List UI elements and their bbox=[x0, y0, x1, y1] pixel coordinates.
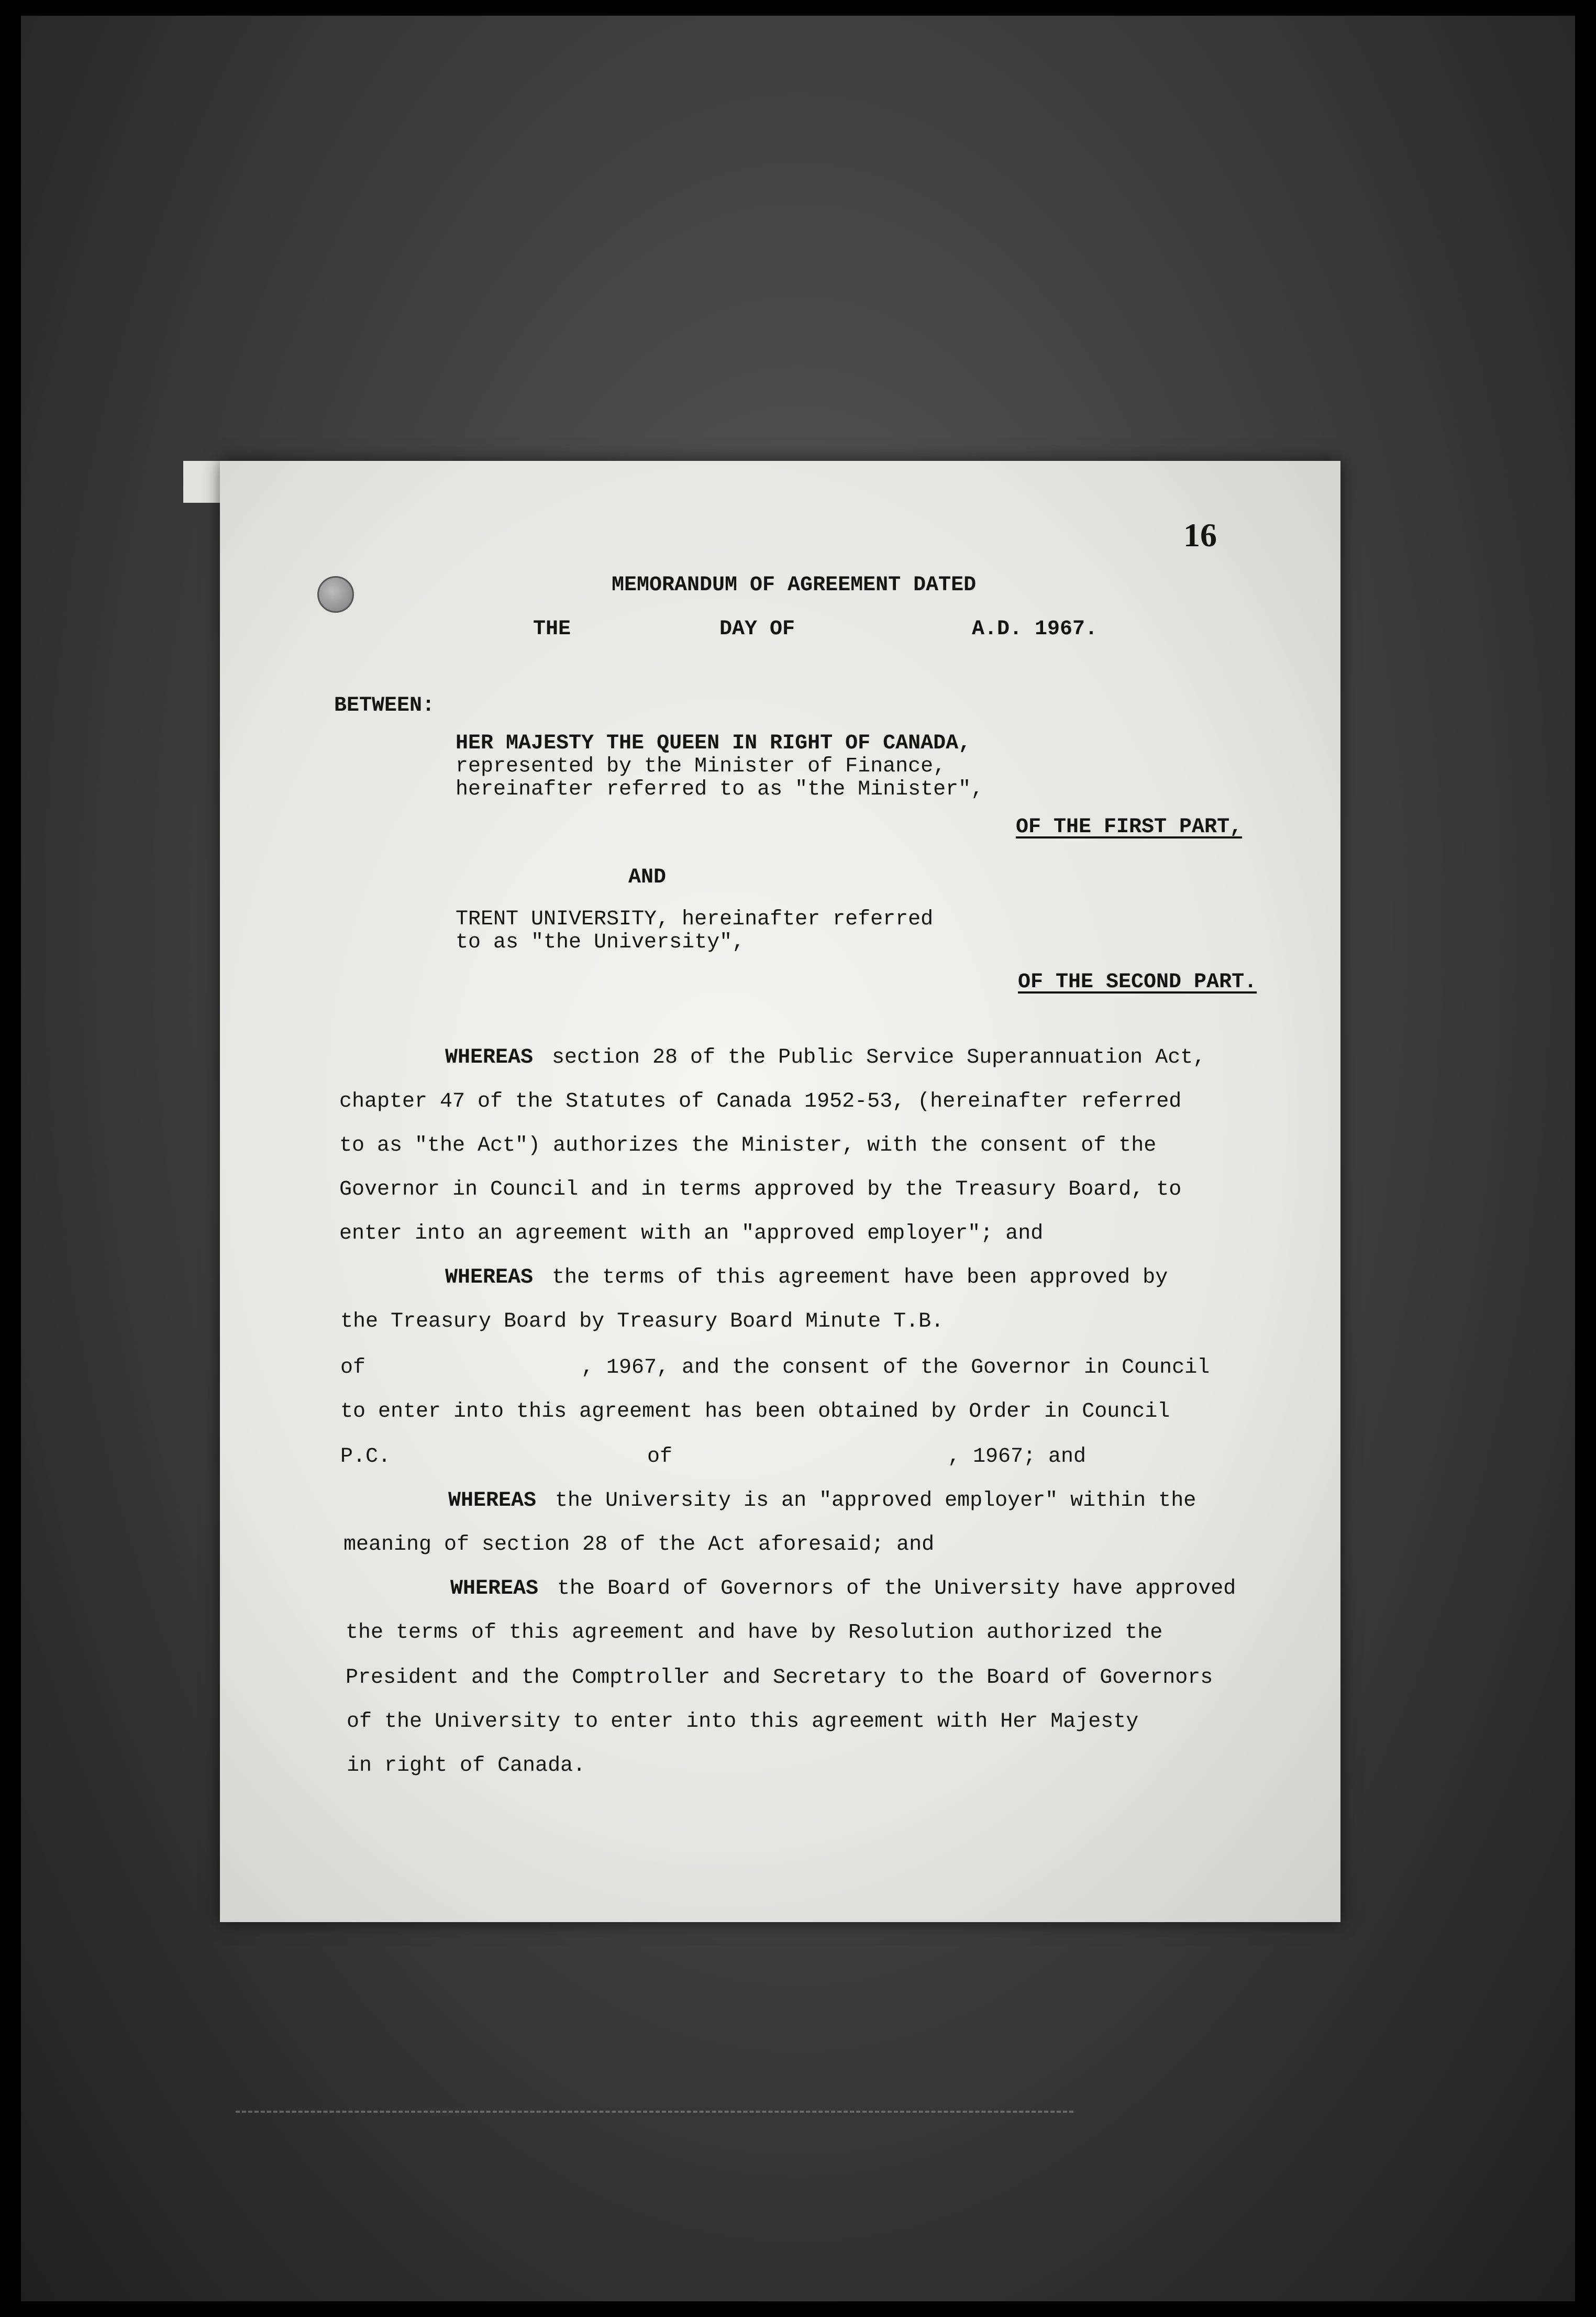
whereas-2: WHEREAS bbox=[445, 1266, 534, 1289]
p4-line1: the Board of Governors of the University have approved bbox=[557, 1577, 1236, 1601]
heading-the: THE bbox=[533, 617, 571, 641]
page-number: 16 bbox=[1183, 516, 1217, 554]
party-two-line1-text: TRENT UNIVERSITY, hereinafter referred bbox=[456, 908, 934, 931]
party-one-name: HER MAJESTY THE QUEEN IN RIGHT OF CANADA, bbox=[456, 732, 971, 755]
heading-title: MEMORANDUM OF AGREEMENT DATED bbox=[612, 573, 977, 597]
party-two-line2: to as "the University", bbox=[456, 931, 745, 954]
p2-line3a: of bbox=[340, 1356, 366, 1380]
p2-line3b: , 1967, and the consent of the Governor in Council bbox=[581, 1356, 1210, 1380]
p1-line4: Governor in Council and in terms approved by the Treasury Board, to bbox=[339, 1178, 1182, 1201]
p1-line1: section 28 of the Public Service Superannuation Act, bbox=[552, 1046, 1206, 1069]
p4-line5: in right of Canada. bbox=[347, 1754, 586, 1778]
p4-line2: the terms of this agreement and have by Resolution authorized the bbox=[346, 1621, 1163, 1645]
p1-line5: enter into an agreement with an "approved employer"; and bbox=[339, 1222, 1044, 1245]
p3-line2: meaning of section 28 of the Act aforesaid; and bbox=[343, 1533, 935, 1557]
p2-line1: the terms of this agreement have been approved by bbox=[552, 1266, 1168, 1289]
p4-line3: President and the Comptroller and Secretary to the Board of Governors bbox=[346, 1666, 1213, 1690]
film-border-bottom bbox=[0, 2301, 1596, 2317]
punch-hole bbox=[317, 576, 354, 613]
p2-line5c: , 1967; and bbox=[948, 1445, 1087, 1469]
p4-line4: of the University to enter into this agreement with Her Majesty bbox=[347, 1710, 1139, 1734]
p2-line5a: P.C. bbox=[340, 1445, 391, 1469]
party-two-line1 bbox=[456, 909, 933, 930]
p2-line2: the Treasury Board by Treasury Board Minute T.B. bbox=[340, 1310, 944, 1333]
p3-line1: the University is an "approved employer" within the bbox=[555, 1489, 1196, 1513]
film-scratch bbox=[236, 2111, 1073, 2113]
party-one-line3: hereinafter referred to as "the Minister", bbox=[456, 778, 984, 801]
between-label: BETWEEN: bbox=[334, 694, 435, 718]
film-border-right bbox=[1575, 0, 1596, 2317]
p1-line3: to as "the Act") authorizes the Minister, with the consent of the bbox=[339, 1134, 1157, 1157]
whereas-4: WHEREAS bbox=[450, 1577, 539, 1601]
film-border-left bbox=[0, 0, 21, 2317]
party-two-part: OF THE SECOND PART. bbox=[1018, 970, 1257, 994]
heading-day-of: DAY OF bbox=[719, 617, 795, 641]
party-one-line2: represented by the Minister of Finance, bbox=[456, 755, 946, 778]
p1-line2: chapter 47 of the Statutes of Canada 1952-53, (hereinafter referred bbox=[339, 1090, 1182, 1113]
p2-line4: to enter into this agreement has been obtained by Order in Council bbox=[340, 1400, 1170, 1424]
party-one-part: OF THE FIRST PART, bbox=[1016, 815, 1243, 839]
film-border-top bbox=[0, 0, 1596, 16]
whereas-1: WHEREAS bbox=[445, 1046, 534, 1069]
heading-year: A.D. 1967. bbox=[972, 617, 1098, 641]
p2-line5b: of bbox=[647, 1445, 673, 1469]
and-label: AND bbox=[628, 866, 667, 889]
whereas-3: WHEREAS bbox=[448, 1489, 537, 1513]
